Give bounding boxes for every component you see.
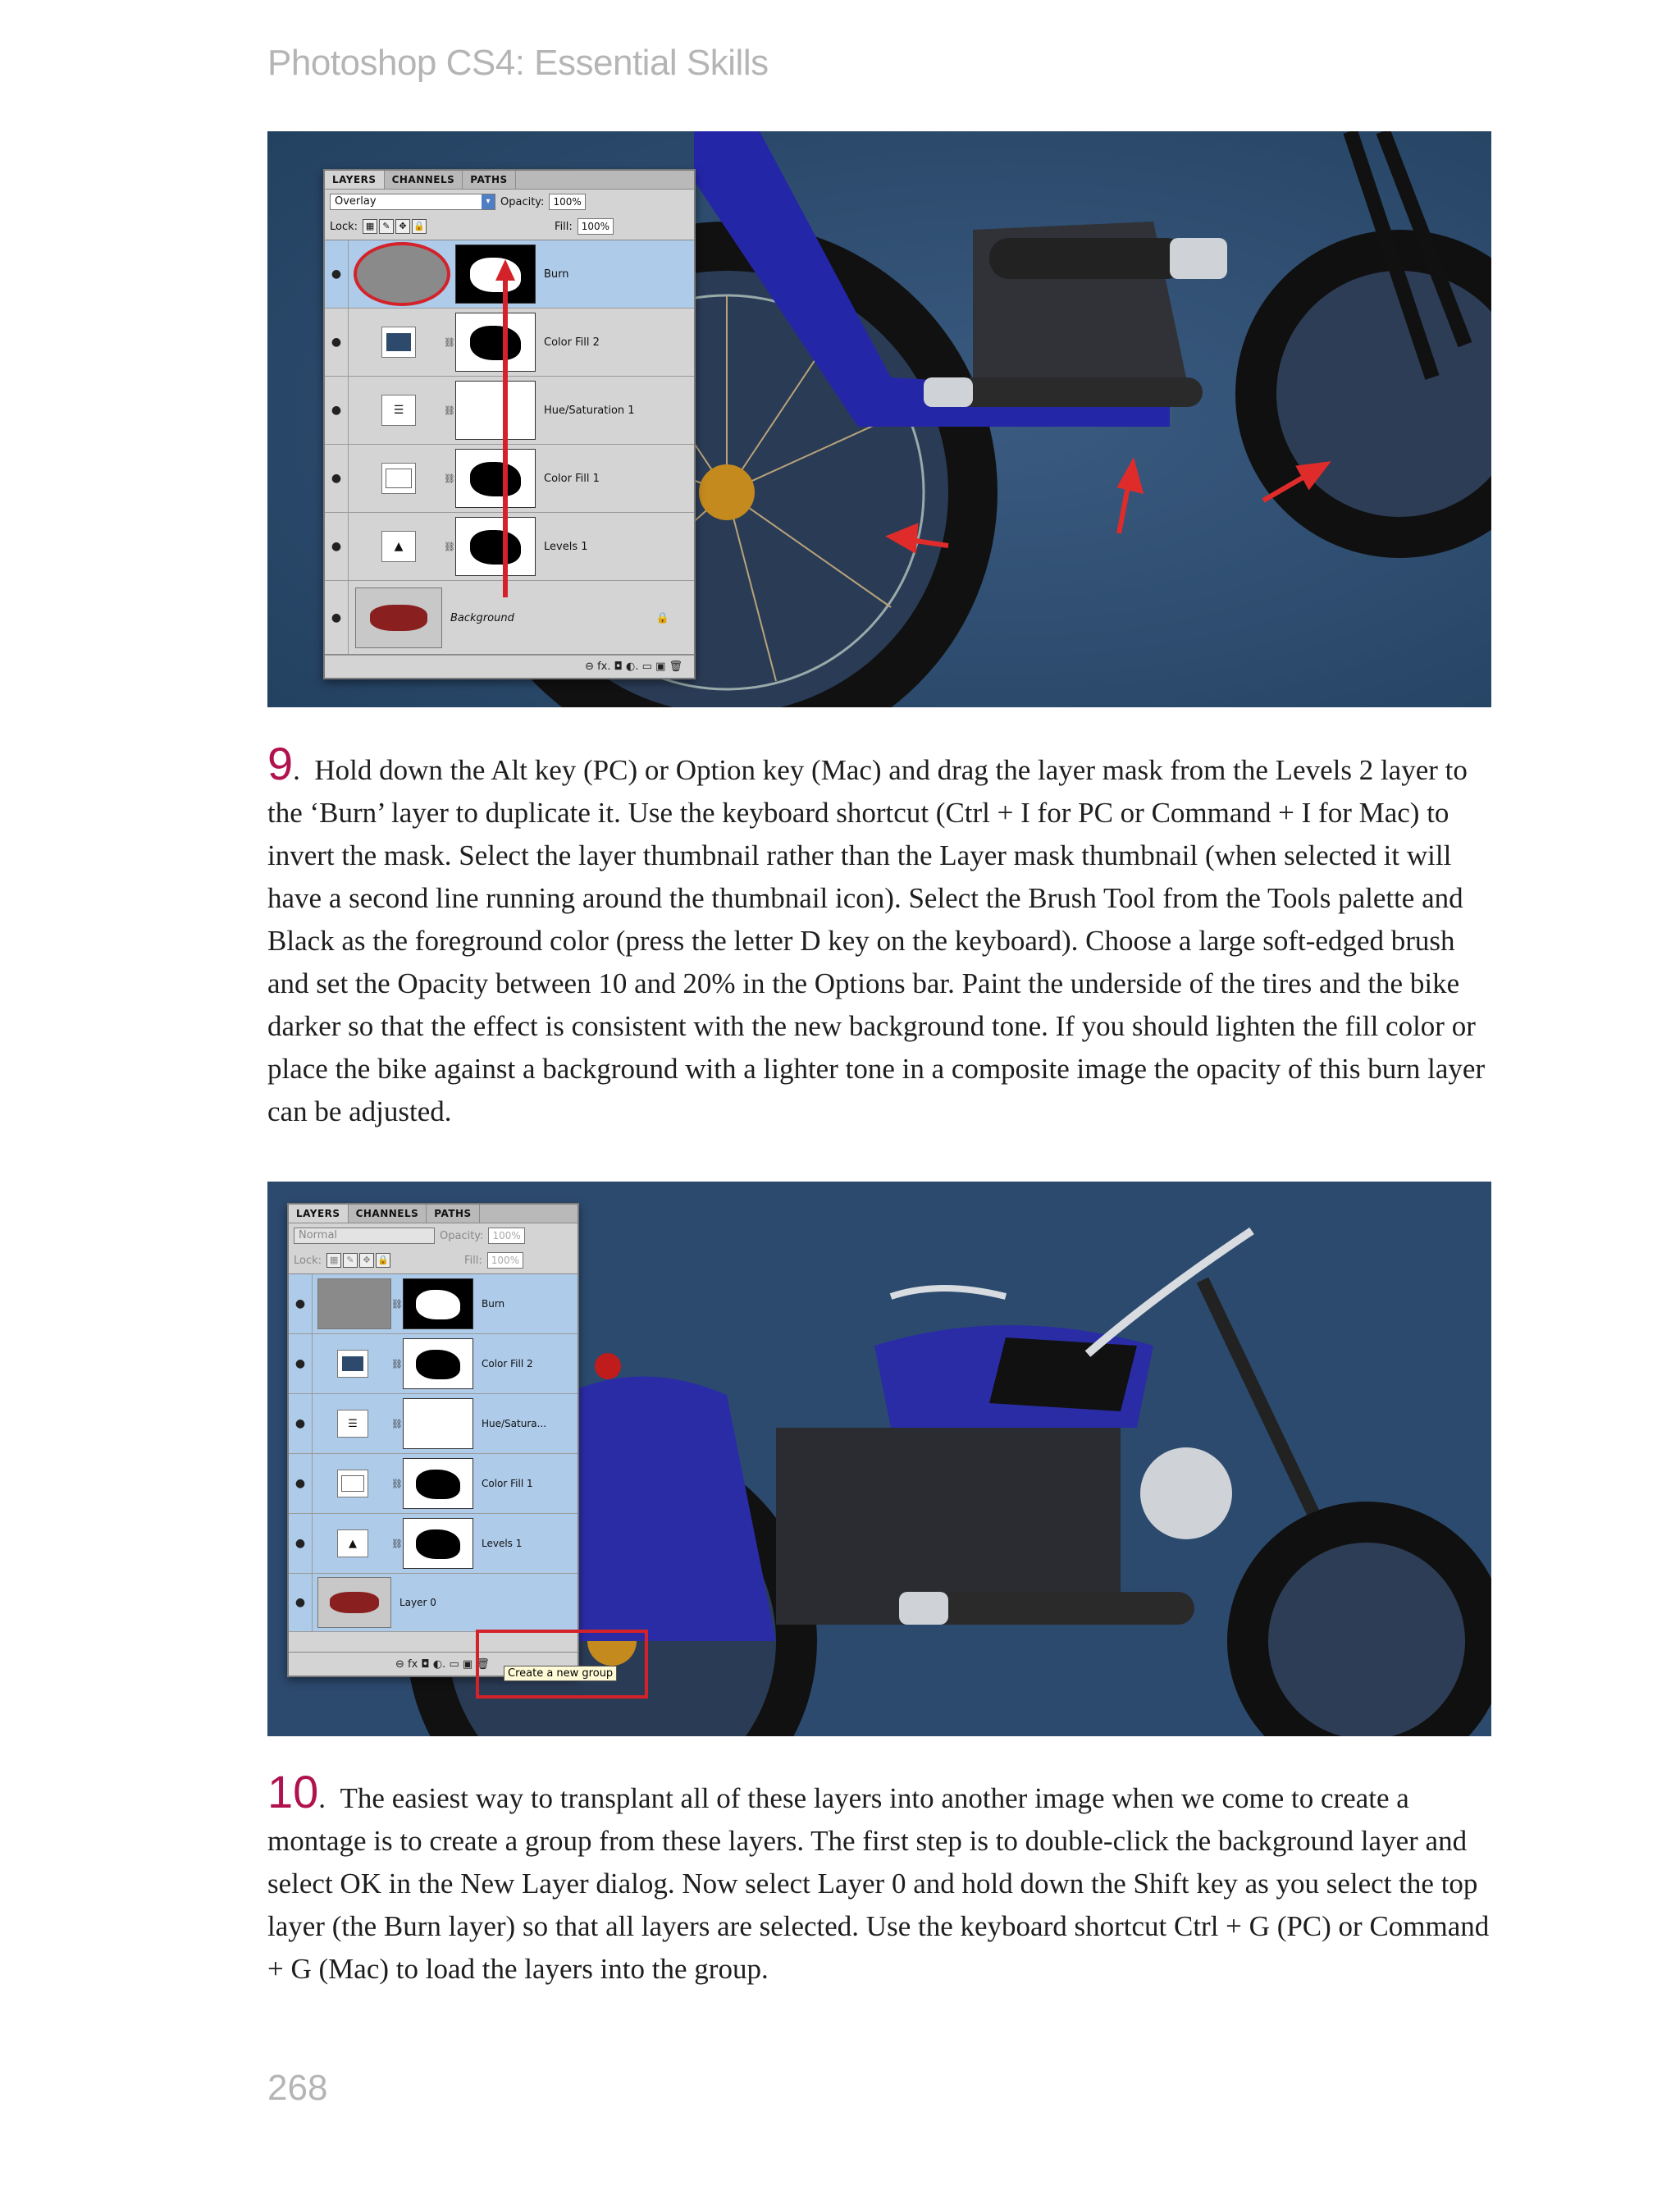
fill-adjustment-icon: [337, 1470, 368, 1497]
visibility-eye-icon[interactable]: ●: [325, 377, 349, 444]
opacity-field[interactable]: 100%: [488, 1228, 524, 1244]
layer-row-color-fill-2[interactable]: [289, 1334, 578, 1394]
layer-name: Color Fill 2: [482, 1358, 533, 1369]
visibility-eye-icon[interactable]: ●: [325, 581, 349, 655]
link-chain-icon: ⛓: [391, 1478, 403, 1489]
layer-name: Levels 1: [482, 1538, 523, 1549]
step-9: 9. Hold down the Alt key (PC) or Option key (Mac) and drag the layer mask from the Levels 2 layer to the ‘Burn’ layer to duplicate it. Use the keyboard shortcut (Ctrl + I for PC or Command + I for Mac) to invert the mask. Select the layer thumbnail rather than the Layer mask thumbnail (when selected it will have a second line running around the thumbnail icon). Select the Brush Tool from the Tools palette and Black as the foreground color (press the letter D key on the keyboard). Choose a large soft-edged brush and set the Opacity between 10 and 20% in the Options bar. Paint the underside of the tires and the bike darker so that the effect is consistent with the new background tone. If you should lighten the fill color or place the bike against a background with a lighter tone in a composite image the opacity of this burn layer can be adjusted.: [267, 738, 1486, 1127]
step-number: 9: [267, 738, 294, 789]
layers-panel: [287, 1203, 579, 1677]
tab-layers[interactable]: LAYERS: [325, 171, 385, 189]
visibility-eye-icon[interactable]: ●: [289, 1274, 313, 1333]
visibility-eye-icon[interactable]: ●: [325, 309, 349, 376]
lock-pixels-icon[interactable]: ✎: [343, 1253, 358, 1268]
layer-name: Color Fill 1: [544, 472, 600, 485]
step-number: 10: [267, 1766, 319, 1817]
layer-row-color-fill-1[interactable]: [289, 1454, 578, 1514]
lock-label: Lock:: [330, 220, 358, 233]
lock-icon: 🔒: [655, 611, 669, 624]
fill-field[interactable]: 100%: [487, 1252, 523, 1269]
step-text: The easiest way to transplant all of these layers into another image when we come to create a montage is to create a group from these layers. The first step is to double-click the background layer and select OK in the New Layer dialog. Now select Layer 0 and hold down the Shift key as you select the top layer (the Burn layer) so that all layers are selected. Use the keyboard shortcut Ctrl + G (PC) or Command + G (Mac) to load the layers into the group.: [267, 1782, 1490, 1985]
levels-histogram-icon: ▲: [337, 1529, 368, 1557]
create-group-highlight: [476, 1630, 648, 1699]
visibility-eye-icon[interactable]: ●: [289, 1394, 313, 1453]
visibility-eye-icon[interactable]: ●: [289, 1454, 313, 1513]
link-chain-icon: ⛓: [444, 336, 455, 348]
layer-name: Color Fill 1: [482, 1478, 533, 1489]
lock-transparency-icon[interactable]: ▦: [363, 219, 377, 234]
opacity-field[interactable]: 100%: [549, 194, 585, 210]
tab-channels[interactable]: CHANNELS: [349, 1205, 427, 1223]
fill-adjustment-icon: [337, 1350, 368, 1378]
layer-row-levels-1[interactable]: [289, 1514, 578, 1574]
layer-row-burn[interactable]: [289, 1274, 578, 1334]
lock-position-icon[interactable]: ✥: [359, 1253, 374, 1268]
lock-pixels-icon[interactable]: ✎: [379, 219, 394, 234]
blend-mode-select[interactable]: [294, 1228, 435, 1244]
link-chain-icon: ⛓: [391, 1358, 403, 1369]
lock-position-icon[interactable]: ✥: [395, 219, 410, 234]
layer-mask-thumbnail[interactable]: [403, 1338, 473, 1389]
lock-options: [326, 1253, 390, 1268]
layers-panel: [323, 169, 696, 679]
layer-name: Color Fill 2: [544, 336, 600, 349]
layer-row-layer-0[interactable]: [289, 1574, 578, 1632]
figure-layers-burn: [267, 131, 1491, 707]
visibility-eye-icon[interactable]: ●: [325, 513, 349, 580]
lock-row: [289, 1248, 578, 1273]
panel-tabs: [289, 1205, 578, 1223]
drag-arrow: [325, 171, 694, 678]
layer-name: Burn: [544, 267, 569, 281]
step-text: Hold down the Alt key (PC) or Option key (Mac) and drag the layer mask from the Levels 2 layer to the ‘Burn’ layer to duplicate it. Use the keyboard shortcut (Ctrl + I for PC or Command + I for Mac) to invert the mask. Select the layer thumbnail rather than the Layer mask thumbnail (when selected it will have a second line running around the thumbnail icon). Select the Brush Tool from the Tools palette and Black as the foreground color (press the letter D key on the keyboard). Choose a large soft-edged brush and set the Opacity between 10 and 20% in the Options bar. Paint the underside of the tires and the bike darker so that the effect is consistent with the new background tone. If you should lighten the fill color or place the bike against a background with a lighter tone in a composite image the opacity of this burn layer can be adjusted.: [267, 754, 1486, 1127]
layer-mask-thumbnail[interactable]: [403, 1518, 473, 1569]
layer-thumbnail[interactable]: [317, 1278, 391, 1329]
blend-row: [289, 1223, 578, 1248]
hue-saturation-icon: ☰: [381, 395, 416, 426]
tab-paths[interactable]: PATHS: [427, 1205, 479, 1223]
blend-mode-value: Normal: [299, 1229, 338, 1241]
tab-channels[interactable]: CHANNELS: [385, 171, 463, 189]
create-new-group-tooltip: Create a new group: [504, 1666, 617, 1681]
tab-layers[interactable]: LAYERS: [289, 1205, 349, 1223]
link-chain-icon: ⛓: [391, 1538, 403, 1549]
opacity-label: Opacity:: [440, 1229, 484, 1242]
levels-histogram-icon: ▲: [381, 531, 416, 562]
visibility-eye-icon[interactable]: ●: [325, 240, 349, 308]
visibility-eye-icon[interactable]: ●: [289, 1334, 313, 1393]
visibility-eye-icon[interactable]: ●: [289, 1514, 313, 1573]
running-title: Photoshop CS4: Essential Skills: [267, 43, 769, 83]
step-10: 10. The easiest way to transplant all of these layers into another image when we come to create a montage is to create a group from these layers. The first step is to double-click the background layer and select OK in the New Layer dialog. Now select Layer 0 and hold down the Shift key as you select the top layer (the Burn layer) so that all layers are selected. Use the keyboard shortcut Ctrl + G (PC) or Command + G (Mac) to load the layers into the group.: [267, 1766, 1490, 1985]
hue-saturation-icon: ☰: [337, 1410, 368, 1438]
panel-footer-icons[interactable]: ⊖ fx ◘ ◐. ▭ ▣ 🗑: [289, 1652, 578, 1676]
layer-mask-thumbnail[interactable]: [403, 1398, 473, 1449]
fill-label: Fill:: [464, 1254, 482, 1267]
layer-row-hue-saturation-1[interactable]: [289, 1394, 578, 1454]
layer-name: Hue/Satura...: [482, 1418, 547, 1429]
page-number: 268: [267, 2068, 328, 2108]
link-chain-icon: ⛓: [391, 1418, 403, 1429]
layer-name: Layer 0: [399, 1597, 436, 1608]
layer-name: Levels 1: [544, 540, 588, 553]
lock-all-icon[interactable]: 🔒: [376, 1253, 390, 1268]
layer-name: Burn: [482, 1298, 505, 1310]
visibility-eye-icon[interactable]: ●: [289, 1574, 313, 1631]
link-chain-icon: ⛓: [391, 1298, 403, 1310]
layer-name: Background: [450, 611, 514, 624]
lock-label: Lock:: [294, 1254, 322, 1267]
lock-transparency-icon[interactable]: ▦: [326, 1253, 341, 1268]
fill-field[interactable]: 100%: [578, 218, 614, 235]
blend-mode-value: Overlay: [335, 195, 377, 208]
tab-paths[interactable]: PATHS: [463, 171, 515, 189]
figure-create-group: [267, 1182, 1491, 1736]
dropdown-arrow-icon: ▾: [482, 194, 495, 209]
link-chain-icon: ⛓: [444, 541, 455, 552]
layers-list: [289, 1273, 578, 1632]
layer-mask-thumbnail[interactable]: [403, 1278, 473, 1329]
layer-0-thumbnail[interactable]: [317, 1577, 391, 1628]
link-chain-icon: ⛓: [444, 405, 455, 416]
layer-name: Hue/Saturation 1: [544, 404, 635, 417]
panel-footer-icons[interactable]: ⊖ fx. ◘ ◐. ▭ ▣ 🗑: [325, 654, 694, 678]
visibility-eye-icon[interactable]: ●: [325, 445, 349, 512]
link-chain-icon: ⛓: [444, 473, 455, 484]
fill-label: Fill:: [555, 220, 573, 233]
layer-mask-thumbnail[interactable]: [403, 1458, 473, 1509]
opacity-label: Opacity:: [500, 195, 545, 208]
lock-all-icon[interactable]: 🔒: [412, 219, 427, 234]
